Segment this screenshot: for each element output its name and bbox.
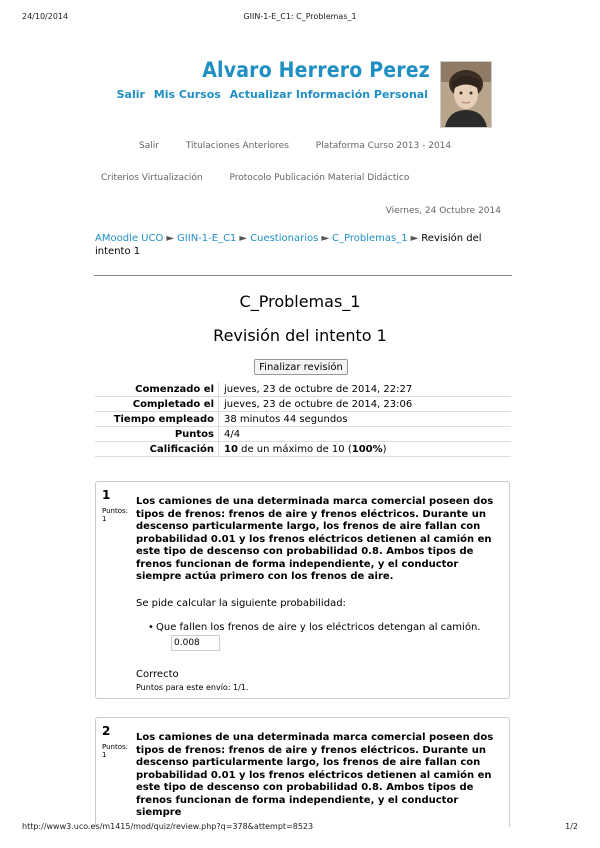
question-number: 2	[102, 724, 111, 738]
update-profile-link[interactable]: Actualizar Información Personal	[229, 88, 428, 101]
subitem-text: Que fallen los frenos de aire y los eléctricos detengan al camión.	[156, 622, 481, 633]
print-footer	[22, 822, 578, 834]
summary-row	[95, 382, 511, 397]
question-points	[102, 507, 132, 523]
breadcrumb-separator: ►	[166, 233, 175, 244]
review-title: Revisión del intento 1	[213, 326, 387, 345]
summary-label: Tiempo empleado	[95, 412, 219, 427]
nav-salir[interactable]: Salir	[139, 141, 159, 151]
print-date: 24/10/2014	[22, 12, 69, 21]
grade-percent: 100%	[351, 443, 383, 455]
question-number: 1	[102, 488, 111, 502]
points-label: Puntos:	[102, 743, 129, 751]
user-name: Alvaro Herrero Perez	[202, 58, 430, 82]
avatar[interactable]	[440, 61, 492, 128]
summary-row	[95, 427, 511, 442]
divider	[94, 275, 512, 276]
summary-label: Completado el	[95, 397, 219, 412]
grade-value: 10	[224, 443, 238, 455]
finish-review-button[interactable]: Finalizar revisión	[254, 359, 348, 375]
summary-row	[95, 442, 511, 457]
question-text: Los camiones de una determinada marca comercial poseen dos tipos de frenos: frenos de aire y frenos eléctricos. Durante un descenso particularmente largo, los frenos de aire fallan con probabilidad 0.01 y los frenos eléctricos detienen al camión en este tipo de descenso con probabilidad 0.8. Ambos tipos de frenos funcionan de forma independiente, y el conductor siempre actúa primero con los frenos de aire.	[136, 496, 494, 582]
user-links	[112, 88, 428, 101]
breadcrumb	[95, 232, 510, 258]
logout-link[interactable]: Salir	[116, 88, 145, 101]
my-courses-link[interactable]: Mis Cursos	[153, 88, 221, 101]
points-value: 1	[102, 515, 107, 523]
avatar-photo	[441, 62, 491, 127]
current-date: Viernes, 24 Octubre 2014	[385, 206, 501, 216]
summary-value: jueves, 23 de octubre de 2014, 23:06	[219, 397, 512, 412]
attempt-summary-table	[95, 382, 511, 457]
nav-plataforma-curso[interactable]: Plataforma Curso 2013 - 2014	[315, 141, 452, 151]
question-mark: Puntos para este envío: 1/1.	[136, 683, 249, 692]
question-2	[95, 717, 510, 827]
summary-label: Puntos	[95, 427, 219, 442]
grade-max: de un máximo de 10 (	[237, 443, 352, 455]
question-subitem	[148, 622, 501, 633]
question-text: Los camiones de una determinada marca comercial poseen dos tipos de frenos: frenos de aire y frenos eléctricos. Durante un descenso particularmente largo, los frenos de aire fallan con probabilidad 0.01 y los frenos eléctricos detienen al camión en este tipo de descenso con probabilidad 0.8. Ambos tipos de frenos funcionan de forma independiente, y el conductor siempre	[136, 732, 494, 818]
print-page-number: 1/2	[565, 822, 578, 831]
nav-titulaciones-anteriores[interactable]: Titulaciones Anteriores	[185, 141, 289, 151]
nav-protocolo-publicacion[interactable]: Protocolo Publicación Material Didáctico	[229, 173, 410, 183]
breadcrumb-separator: ►	[410, 233, 419, 244]
nav-criterios-virtualizacion[interactable]: Criterios Virtualización	[101, 173, 203, 183]
breadcrumb-home[interactable]: AMoodle UCO	[95, 233, 164, 244]
print-header	[22, 12, 578, 26]
breadcrumb-separator: ►	[239, 233, 248, 244]
summary-value: 38 minutos 44 segundos	[219, 412, 512, 427]
question-1	[95, 481, 510, 699]
summary-row	[95, 412, 511, 427]
points-label: Puntos:	[102, 507, 129, 515]
summary-label: Comenzado el	[95, 382, 219, 397]
summary-value: 4/4	[219, 427, 512, 442]
quiz-title: C_Problemas_1	[239, 292, 361, 311]
nav-row-2	[101, 173, 433, 183]
summary-value: jueves, 23 de octubre de 2014, 22:27	[219, 382, 512, 397]
points-value: 1	[102, 751, 107, 759]
question-feedback: Correcto	[136, 669, 179, 680]
summary-row	[95, 397, 511, 412]
breadcrumb-separator: ►	[321, 233, 330, 244]
question-points	[102, 743, 132, 759]
breadcrumb-quizzes[interactable]: Cuestionarios	[250, 233, 319, 244]
question-prompt: Se pide calcular la siguiente probabilidad:	[136, 598, 346, 609]
print-title: GIIN-1-E_C1: C_Problemas_1	[243, 12, 357, 21]
print-url: http://www3.uco.es/m1415/mod/quiz/review.php?q=378&attempt=8523	[22, 822, 314, 831]
summary-label: Calificación	[95, 442, 219, 457]
bullet-icon: •	[148, 622, 154, 633]
answer-field[interactable]: 0.008	[171, 635, 220, 651]
breadcrumb-quiz[interactable]: C_Problemas_1	[332, 233, 408, 244]
breadcrumb-course[interactable]: GIIN-1-E_C1	[177, 233, 237, 244]
grade-close: )	[382, 443, 387, 455]
breadcrumb-current: Revisión del intento 1	[95, 233, 482, 257]
summary-value	[219, 442, 512, 457]
nav-row-1	[139, 141, 475, 151]
